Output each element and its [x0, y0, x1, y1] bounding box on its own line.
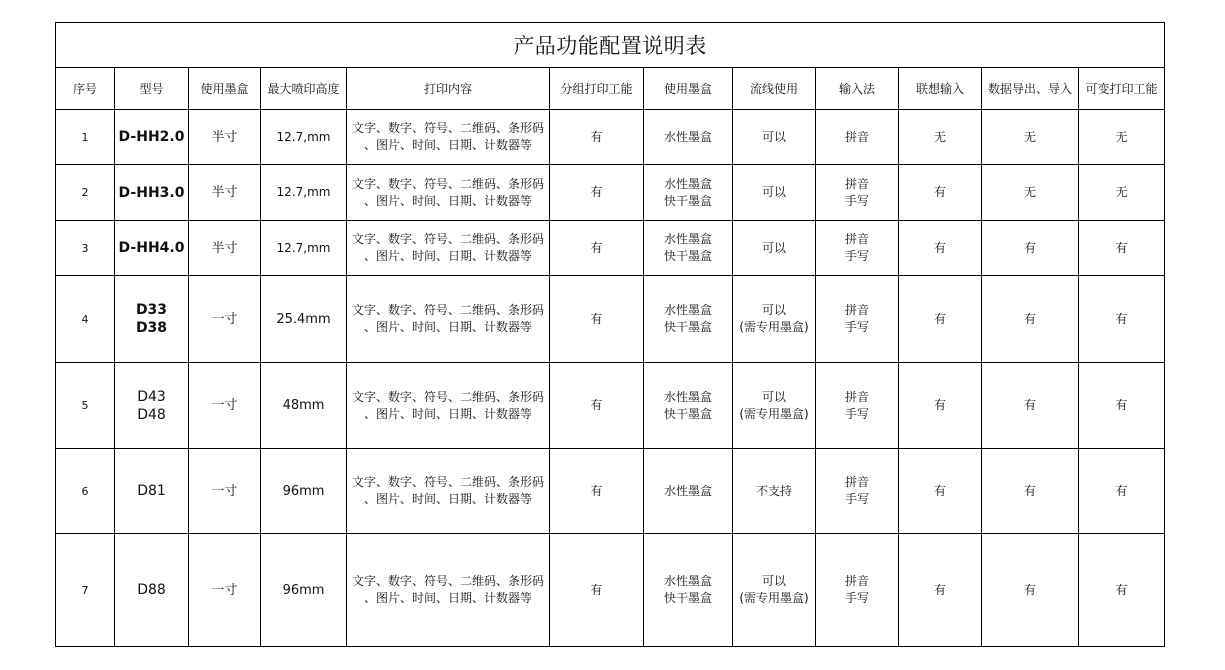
cell-content-line: 、图片、时间、日期、计数器等 — [363, 591, 532, 605]
cell-line-use-line: 可以 — [761, 303, 786, 317]
cell-group-print: 有 — [550, 165, 644, 221]
cell-line-use — [733, 449, 816, 534]
cell-cartridge-line: 水性墨盒 — [663, 389, 712, 404]
header-data-io: 数据导出、导入 — [982, 68, 1079, 110]
cell-line-use-line: (需专用墨盒) — [739, 591, 809, 605]
cell-variable-print: 有 — [1079, 221, 1165, 276]
cell-group-print: 有 — [550, 110, 644, 165]
cell-assoc-input: 有 — [899, 449, 982, 534]
table-row — [56, 534, 1165, 647]
cell-ink-size: 一寸 — [189, 534, 261, 647]
cell-content — [347, 110, 550, 165]
cell-ink-size: 一寸 — [189, 276, 261, 363]
cell-input-method — [816, 534, 899, 647]
cell-model — [115, 110, 189, 165]
cell-no: 4 — [56, 276, 115, 363]
cell-data-io: 有 — [982, 449, 1079, 534]
header-cartridge: 使用墨盒 — [644, 68, 733, 110]
cell-no: 7 — [56, 534, 115, 647]
cell-input-method-line: 拼音 — [844, 129, 869, 144]
cell-cartridge — [644, 276, 733, 363]
cell-input-method-line: 手写 — [844, 320, 869, 334]
cell-max-height: 12.7,mm — [261, 110, 347, 165]
cell-line-use-line: 可以 — [761, 185, 786, 199]
cell-model — [115, 449, 189, 534]
cell-cartridge — [644, 363, 733, 449]
cell-cartridge — [644, 165, 733, 221]
cell-line-use — [733, 534, 816, 647]
cell-content-line: 文字、数字、符号、二维码、条形码 — [351, 389, 544, 404]
cell-assoc-input: 无 — [899, 110, 982, 165]
cell-line-use-line: 可以 — [761, 389, 786, 404]
cell-line-use — [733, 363, 816, 449]
cell-input-method-line: 手写 — [844, 249, 869, 263]
cell-group-print: 有 — [550, 221, 644, 276]
cell-model-line: D81 — [137, 483, 166, 499]
cell-model — [115, 276, 189, 363]
table-row — [56, 165, 1165, 221]
cell-content-line: 、图片、时间、日期、计数器等 — [363, 193, 532, 208]
cell-assoc-input: 有 — [899, 221, 982, 276]
cell-content-line: 文字、数字、符号、二维码、条形码 — [351, 121, 544, 135]
cell-max-height: 96mm — [261, 449, 347, 534]
table-row — [56, 276, 1165, 363]
cell-line-use-line: (需专用墨盒) — [739, 406, 809, 421]
cell-line-use — [733, 110, 816, 165]
cell-no: 1 — [56, 110, 115, 165]
cell-model-line: D38 — [135, 320, 168, 336]
cell-content — [347, 363, 550, 449]
cell-max-height: 12.7,mm — [261, 221, 347, 276]
cell-max-height: 96mm — [261, 534, 347, 647]
cell-content — [347, 165, 550, 221]
cell-content — [347, 534, 550, 647]
cell-line-use-line: 不支持 — [755, 483, 792, 498]
cell-ink-size: 半寸 — [189, 110, 261, 165]
cell-content-line: 文字、数字、符号、二维码、条形码 — [351, 176, 544, 191]
header-max-height: 最大喷印高度 — [261, 68, 347, 110]
cell-line-use — [733, 221, 816, 276]
cell-model-line: D48 — [137, 406, 166, 423]
cell-cartridge-line: 快干墨盒 — [663, 193, 712, 208]
product-config-sheet — [55, 22, 1164, 647]
cell-content — [347, 276, 550, 363]
cell-assoc-input: 有 — [899, 276, 982, 363]
cell-cartridge-line: 水性墨盒 — [663, 176, 712, 191]
cell-cartridge — [644, 534, 733, 647]
table-row — [56, 363, 1165, 449]
cell-max-height: 12.7,mm — [261, 165, 347, 221]
table-title: 产品功能配置说明表 — [56, 23, 1165, 68]
cell-input-method-line: 手写 — [844, 406, 869, 421]
cell-variable-print: 无 — [1079, 165, 1165, 221]
cell-variable-print: 有 — [1079, 276, 1165, 363]
cell-model — [115, 363, 189, 449]
cell-data-io: 无 — [982, 110, 1079, 165]
cell-no: 6 — [56, 449, 115, 534]
header-ink-size: 使用墨盒 — [189, 68, 261, 110]
cell-cartridge-line: 水性墨盒 — [663, 574, 712, 588]
cell-content-line: 文字、数字、符号、二维码、条形码 — [351, 232, 544, 246]
cell-cartridge-line: 快干墨盒 — [663, 249, 712, 263]
cell-model-line: D-HH4.0 — [118, 240, 185, 256]
cell-line-use — [733, 165, 816, 221]
cell-input-method-line: 拼音 — [844, 303, 869, 317]
table-row — [56, 110, 1165, 165]
table-body — [56, 110, 1165, 647]
cell-cartridge — [644, 221, 733, 276]
cell-ink-size: 一寸 — [189, 449, 261, 534]
cell-model — [115, 221, 189, 276]
table-row — [56, 221, 1165, 276]
table-row — [56, 449, 1165, 534]
cell-max-height: 48mm — [261, 363, 347, 449]
cell-input-method — [816, 363, 899, 449]
cell-model — [115, 165, 189, 221]
cell-data-io: 有 — [982, 534, 1079, 647]
cell-content-line: 文字、数字、符号、二维码、条形码 — [351, 303, 544, 317]
cell-group-print: 有 — [550, 449, 644, 534]
cell-ink-size: 一寸 — [189, 363, 261, 449]
cell-input-method-line: 拼音 — [844, 232, 869, 246]
cell-variable-print: 有 — [1079, 363, 1165, 449]
cell-input-method-line: 拼音 — [844, 389, 869, 404]
cell-cartridge-line: 水性墨盒 — [663, 483, 712, 498]
cell-cartridge-line: 水性墨盒 — [663, 232, 712, 246]
cell-assoc-input: 有 — [899, 363, 982, 449]
cell-variable-print: 有 — [1079, 534, 1165, 647]
cell-model-line: D33 — [135, 302, 168, 318]
cell-input-method-line: 手写 — [844, 591, 869, 605]
cell-input-method-line: 拼音 — [844, 574, 869, 588]
cell-assoc-input: 有 — [899, 165, 982, 221]
cell-input-method-line: 手写 — [844, 492, 869, 506]
cell-content — [347, 221, 550, 276]
cell-cartridge — [644, 110, 733, 165]
header-variable-print: 可变打印工能 — [1079, 68, 1165, 110]
cell-variable-print: 无 — [1079, 110, 1165, 165]
cell-line-use-line: 可以 — [761, 574, 786, 588]
header-assoc-input: 联想输入 — [899, 68, 982, 110]
cell-line-use-line: (需专用墨盒) — [739, 320, 809, 334]
cell-model-line: D88 — [137, 582, 166, 598]
cell-group-print: 有 — [550, 363, 644, 449]
header-no: 序号 — [56, 68, 115, 110]
cell-cartridge-line: 水性墨盒 — [663, 303, 712, 317]
cell-input-method — [816, 449, 899, 534]
cell-model — [115, 534, 189, 647]
cell-content-line: 、图片、时间、日期、计数器等 — [363, 320, 532, 334]
header-model: 型号 — [115, 68, 189, 110]
cell-model-line: D-HH2.0 — [118, 129, 185, 145]
cell-input-method — [816, 276, 899, 363]
cell-cartridge-line: 水性墨盒 — [663, 129, 712, 144]
cell-cartridge — [644, 449, 733, 534]
cell-ink-size: 半寸 — [189, 221, 261, 276]
cell-group-print: 有 — [550, 276, 644, 363]
cell-model-line: D43 — [137, 388, 166, 405]
cell-input-method-line: 拼音 — [844, 176, 869, 191]
cell-data-io: 无 — [982, 165, 1079, 221]
cell-no: 5 — [56, 363, 115, 449]
header-line-use: 流线使用 — [733, 68, 816, 110]
cell-ink-size: 半寸 — [189, 165, 261, 221]
cell-input-method — [816, 165, 899, 221]
cell-input-method — [816, 221, 899, 276]
cell-line-use — [733, 276, 816, 363]
cell-max-height: 25.4mm — [261, 276, 347, 363]
header-group-print: 分组打印工能 — [550, 68, 644, 110]
cell-no: 2 — [56, 165, 115, 221]
cell-content-line: 文字、数字、符号、二维码、条形码 — [351, 574, 544, 588]
cell-content-line: 、图片、时间、日期、计数器等 — [363, 249, 532, 263]
cell-content-line: 、图片、时间、日期、计数器等 — [363, 492, 532, 506]
cell-cartridge-line: 快干墨盒 — [663, 406, 712, 421]
cell-assoc-input: 有 — [899, 534, 982, 647]
cell-content-line: 、图片、时间、日期、计数器等 — [363, 138, 532, 152]
header-input-method: 输入法 — [816, 68, 899, 110]
cell-model-line: D-HH3.0 — [118, 184, 185, 201]
cell-content-line: 文字、数字、符号、二维码、条形码 — [351, 475, 544, 489]
header-content: 打印内容 — [347, 68, 550, 110]
cell-cartridge-line: 快干墨盒 — [663, 320, 712, 334]
cell-data-io: 有 — [982, 276, 1079, 363]
cell-input-method-line: 拼音 — [844, 475, 869, 489]
cell-content — [347, 449, 550, 534]
header-row — [56, 68, 1165, 110]
cell-group-print: 有 — [550, 534, 644, 647]
cell-data-io: 有 — [982, 221, 1079, 276]
cell-input-method — [816, 110, 899, 165]
cell-line-use-line: 可以 — [761, 129, 786, 144]
cell-no: 3 — [56, 221, 115, 276]
product-config-table — [55, 22, 1165, 647]
cell-data-io: 有 — [982, 363, 1079, 449]
cell-cartridge-line: 快干墨盒 — [663, 591, 712, 605]
cell-content-line: 、图片、时间、日期、计数器等 — [363, 406, 532, 421]
cell-line-use-line: 可以 — [761, 240, 786, 255]
cell-variable-print: 有 — [1079, 449, 1165, 534]
cell-input-method-line: 手写 — [844, 193, 869, 208]
